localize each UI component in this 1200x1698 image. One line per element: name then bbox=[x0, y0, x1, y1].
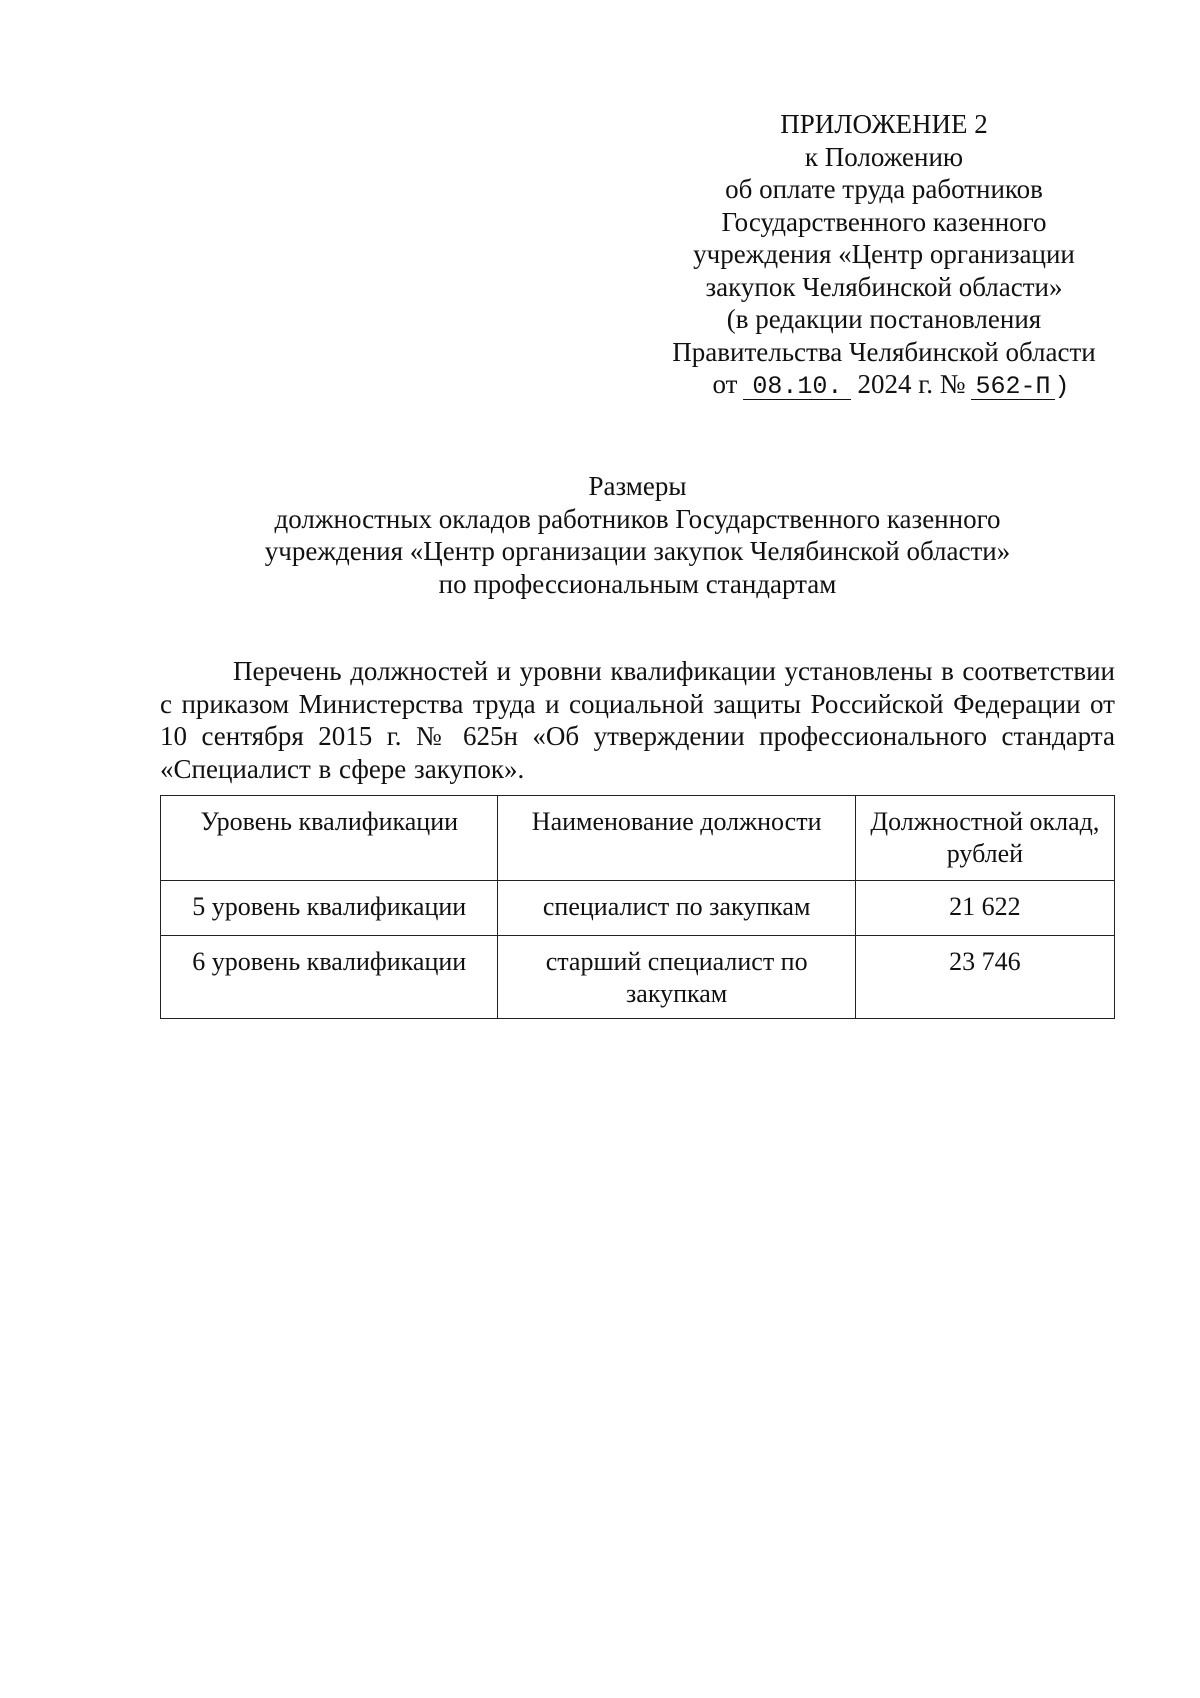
header-position-name: Наименование должности bbox=[498, 796, 855, 881]
cell-position-name: старший специалист по закупкам bbox=[498, 936, 855, 1019]
resolution-date: 08.10. bbox=[743, 375, 851, 400]
title-line: Размеры bbox=[588, 471, 687, 501]
appendix-line: Правительства Челябинской области bbox=[672, 336, 1096, 367]
header-qualification-level: Уровень квалификации bbox=[161, 796, 498, 881]
table-row bbox=[161, 936, 1115, 1019]
appendix-line: учреждения «Центр организации bbox=[693, 239, 1075, 269]
appendix-line: об оплате труда работников bbox=[725, 174, 1043, 204]
appendix-line: закупок Челябинской области» bbox=[705, 271, 1063, 302]
table-row bbox=[161, 881, 1115, 936]
appendix-line: (в редакции постановления bbox=[726, 304, 1042, 334]
from-label: от bbox=[712, 369, 738, 399]
intro-paragraph: Перечень должностей и уровни квалификации установлены в соответствии с приказом Министерства труда и социальной защиты Российской Федерации от 10 сентября 2015 г. № 625н «Об утверждении профессионального стандарта «Специалист в сфере закупок». bbox=[160, 656, 1115, 784]
salary-table bbox=[160, 795, 1115, 1019]
appendix-header bbox=[664, 108, 1104, 404]
cell-qualification-level: 6 уровень квалификации bbox=[161, 936, 498, 1019]
closing-paren: ) bbox=[1054, 372, 1070, 401]
document-title bbox=[160, 470, 1115, 600]
resolution-number: 562-П bbox=[971, 375, 1054, 400]
appendix-line: к Положению bbox=[804, 141, 964, 172]
appendix-title: ПРИЛОЖЕНИЕ 2 bbox=[780, 109, 988, 139]
resolution-year-number-label: 2024 г. № bbox=[857, 369, 966, 399]
cell-qualification-level: 5 уровень квалификации bbox=[161, 881, 498, 936]
title-line: должностных окладов работников Государственного казенного bbox=[274, 503, 1001, 534]
title-line: по профессиональным стандартам bbox=[438, 568, 837, 599]
table-header-row bbox=[161, 796, 1115, 881]
cell-position-name: специалист по закупкам bbox=[498, 881, 855, 936]
cell-salary: 21 622 bbox=[855, 881, 1114, 936]
cell-salary: 23 746 bbox=[855, 936, 1114, 1019]
title-line: учреждения «Центр организации закупок Челябинской области» bbox=[264, 536, 1011, 566]
resolution-reference bbox=[678, 368, 1104, 404]
header-salary: Должностной оклад, рублей bbox=[855, 796, 1114, 881]
appendix-line: Государственного казенного bbox=[721, 206, 1047, 237]
